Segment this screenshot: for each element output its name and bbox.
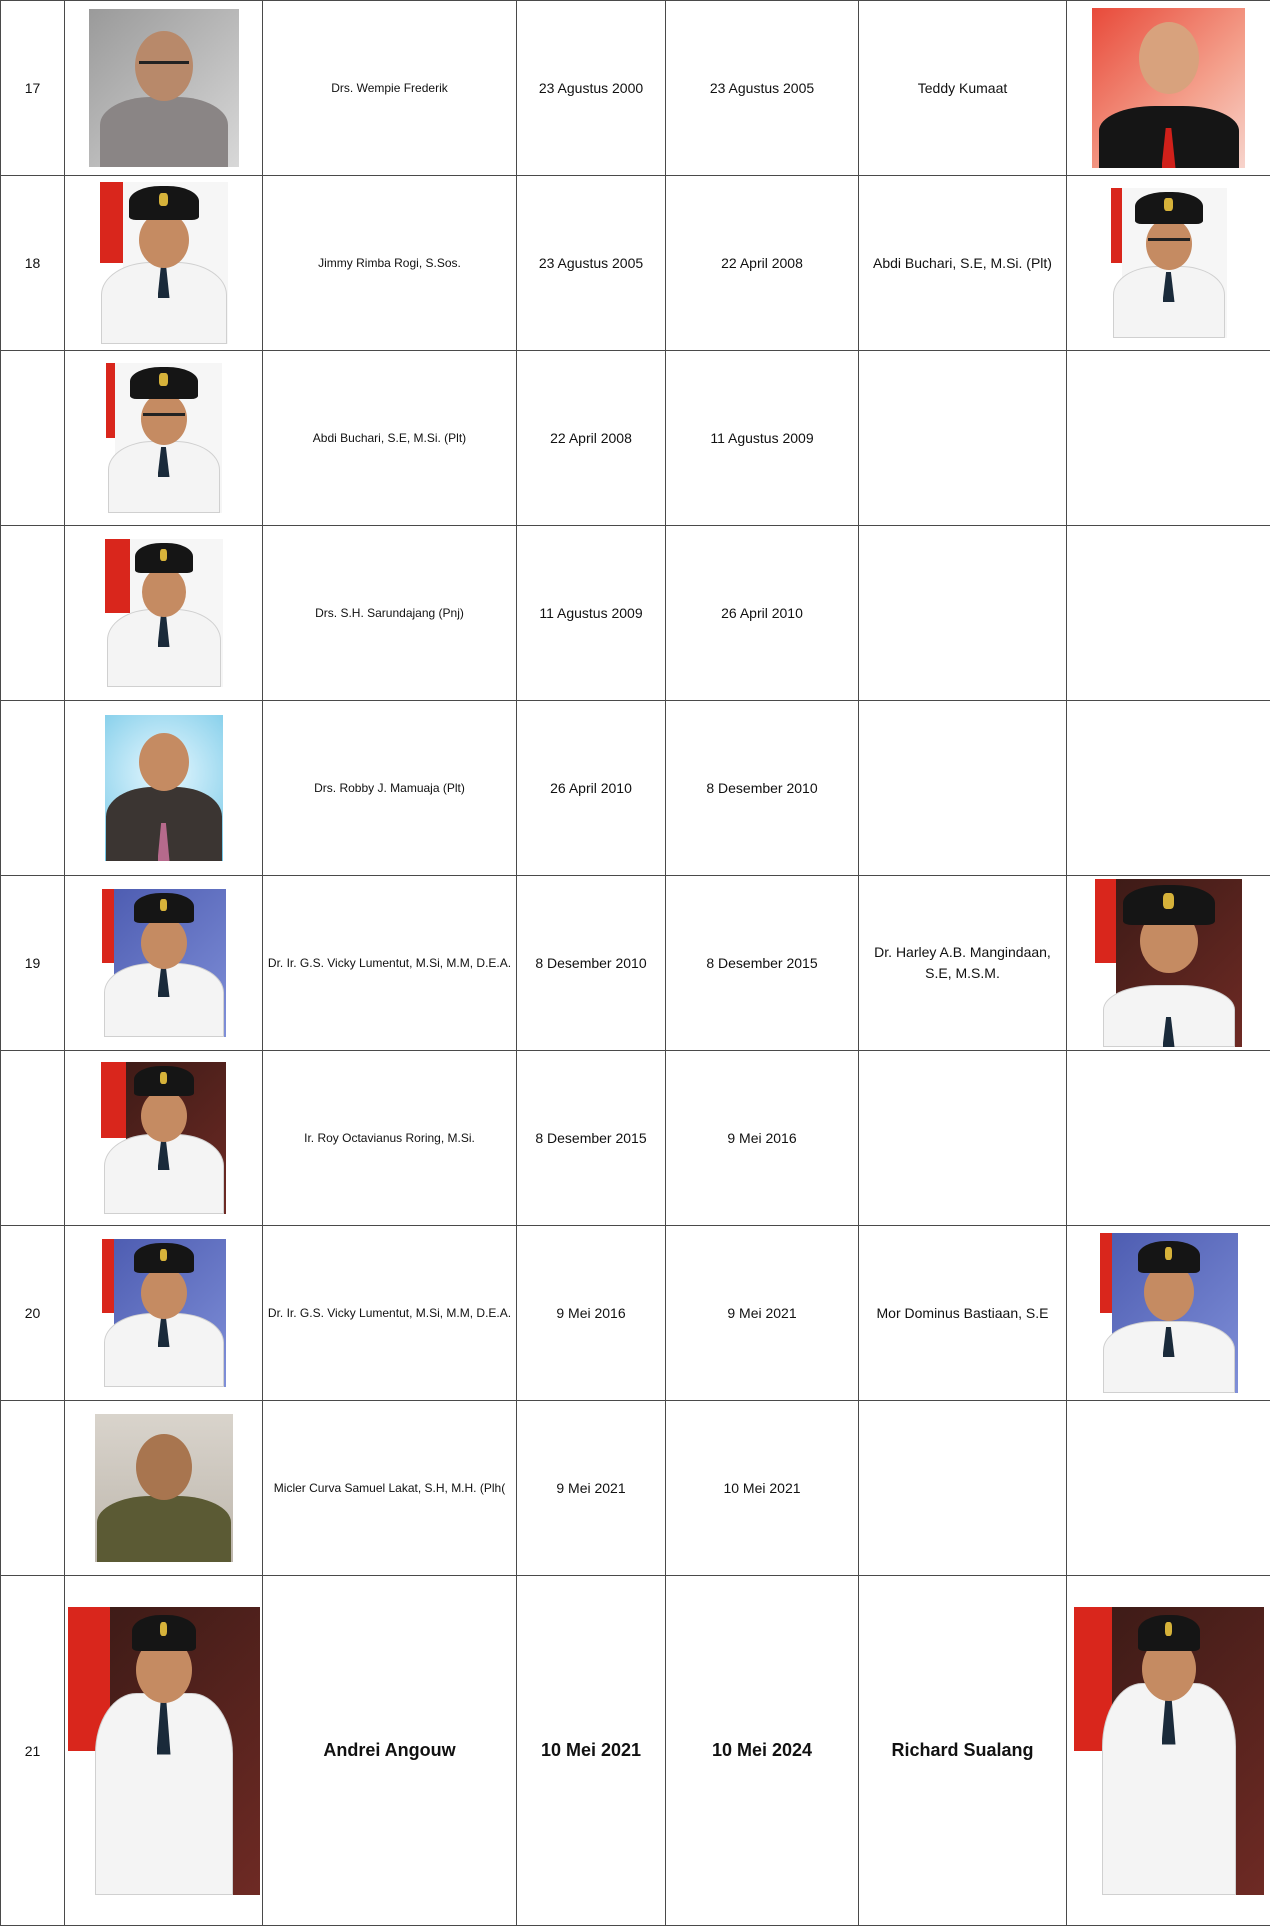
mayor-photo-cell (65, 1576, 263, 1926)
vice-mayor-name: Mor Dominus Bastiaan, S.E (859, 1226, 1067, 1401)
term-number (1, 1051, 65, 1226)
portrait-photo-icon (1095, 879, 1242, 1047)
mayor-name: Abdi Buchari, S.E, M.Si. (Plt) (263, 351, 517, 526)
portrait-photo-icon (105, 715, 223, 861)
mayor-photo-cell (65, 176, 263, 351)
term-end: 10 Mei 2024 (666, 1576, 859, 1926)
table-row (1, 876, 1270, 1051)
vice-photo-cell (1067, 526, 1270, 701)
vice-mayor-name (859, 1051, 1067, 1226)
term-number: 19 (1, 876, 65, 1051)
portrait-photo-icon (68, 1607, 260, 1895)
portrait-photo-icon (1100, 1233, 1238, 1393)
term-number: 20 (1, 1226, 65, 1401)
vice-photo-cell (1067, 1401, 1270, 1576)
portrait-photo-icon (1111, 188, 1227, 338)
term-start: 10 Mei 2021 (517, 1576, 666, 1926)
mayor-name: Dr. Ir. G.S. Vicky Lumentut, M.Si, M.M, D.E.A. (263, 1226, 517, 1401)
vice-mayor-name: Teddy Kumaat (859, 1, 1067, 176)
mayor-name: Andrei Angouw (263, 1576, 517, 1926)
term-start: 9 Mei 2021 (517, 1401, 666, 1576)
table-row (1, 1051, 1270, 1226)
mayor-photo-cell (65, 1, 263, 176)
portrait-photo-icon (106, 363, 222, 513)
vice-photo-cell (1067, 176, 1270, 351)
term-start: 23 Agustus 2000 (517, 1, 666, 176)
portrait-photo-icon (100, 182, 228, 344)
table-row (1, 526, 1270, 701)
vice-photo-cell (1067, 876, 1270, 1051)
vice-mayor-name (859, 1401, 1067, 1576)
term-start: 8 Desember 2010 (517, 876, 666, 1051)
term-end: 22 April 2008 (666, 176, 859, 351)
portrait-photo-icon (102, 889, 226, 1037)
term-number (1, 701, 65, 876)
mayor-name: Drs. Wempie Frederik (263, 1, 517, 176)
term-number (1, 526, 65, 701)
vice-mayor-name: Dr. Harley A.B. Mangindaan, S.E, M.S.M. (859, 876, 1067, 1051)
portrait-photo-icon (1092, 8, 1245, 168)
mayor-photo-cell (65, 1051, 263, 1226)
mayor-name: Jimmy Rimba Rogi, S.Sos. (263, 176, 517, 351)
term-number: 17 (1, 1, 65, 176)
term-end: 26 April 2010 (666, 526, 859, 701)
vice-photo-cell (1067, 351, 1270, 526)
mayor-photo-cell (65, 701, 263, 876)
mayor-photo-cell (65, 526, 263, 701)
vice-mayor-name (859, 526, 1067, 701)
term-number (1, 1401, 65, 1576)
table-row (1, 176, 1270, 351)
vice-photo-cell (1067, 1576, 1270, 1926)
table-row (1, 351, 1270, 526)
mayor-photo-cell (65, 1226, 263, 1401)
term-number: 18 (1, 176, 65, 351)
mayor-photo-cell (65, 876, 263, 1051)
term-number (1, 351, 65, 526)
portrait-photo-icon (105, 539, 223, 687)
table-row (1, 1226, 1270, 1401)
term-start: 23 Agustus 2005 (517, 176, 666, 351)
portrait-photo-icon (1074, 1607, 1264, 1895)
term-start: 22 April 2008 (517, 351, 666, 526)
portrait-photo-icon (101, 1062, 226, 1214)
term-start: 9 Mei 2016 (517, 1226, 666, 1401)
mayor-photo-cell (65, 351, 263, 526)
term-start: 26 April 2010 (517, 701, 666, 876)
term-end: 11 Agustus 2009 (666, 351, 859, 526)
table-row (1, 701, 1270, 876)
portrait-photo-icon (89, 9, 239, 167)
term-start: 8 Desember 2015 (517, 1051, 666, 1226)
term-end: 8 Desember 2015 (666, 876, 859, 1051)
term-end: 9 Mei 2016 (666, 1051, 859, 1226)
vice-mayor-name (859, 701, 1067, 876)
portrait-photo-icon (102, 1239, 226, 1387)
mayor-name: Micler Curva Samuel Lakat, S.H, M.H. (Plh( (263, 1401, 517, 1576)
vice-mayor-name: Abdi Buchari, S.E, M.Si. (Plt) (859, 176, 1067, 351)
term-end: 23 Agustus 2005 (666, 1, 859, 176)
term-start: 11 Agustus 2009 (517, 526, 666, 701)
table-row (1, 1, 1270, 176)
mayor-name: Drs. Robby J. Mamuaja (Plt) (263, 701, 517, 876)
mayor-name: Ir. Roy Octavianus Roring, M.Si. (263, 1051, 517, 1226)
table-row (1, 1401, 1270, 1576)
term-end: 10 Mei 2021 (666, 1401, 859, 1576)
vice-mayor-name (859, 351, 1067, 526)
mayor-photo-cell (65, 1401, 263, 1576)
vice-photo-cell (1067, 701, 1270, 876)
vice-photo-cell (1067, 1, 1270, 176)
vice-mayor-name: Richard Sualang (859, 1576, 1067, 1926)
vice-photo-cell (1067, 1051, 1270, 1226)
mayor-name: Drs. S.H. Sarundajang (Pnj) (263, 526, 517, 701)
mayor-name: Dr. Ir. G.S. Vicky Lumentut, M.Si, M.M, D.E.A. (263, 876, 517, 1051)
table-row (1, 1576, 1270, 1926)
term-number: 21 (1, 1576, 65, 1926)
portrait-photo-icon (95, 1414, 233, 1562)
term-end: 8 Desember 2010 (666, 701, 859, 876)
vice-photo-cell (1067, 1226, 1270, 1401)
term-end: 9 Mei 2021 (666, 1226, 859, 1401)
